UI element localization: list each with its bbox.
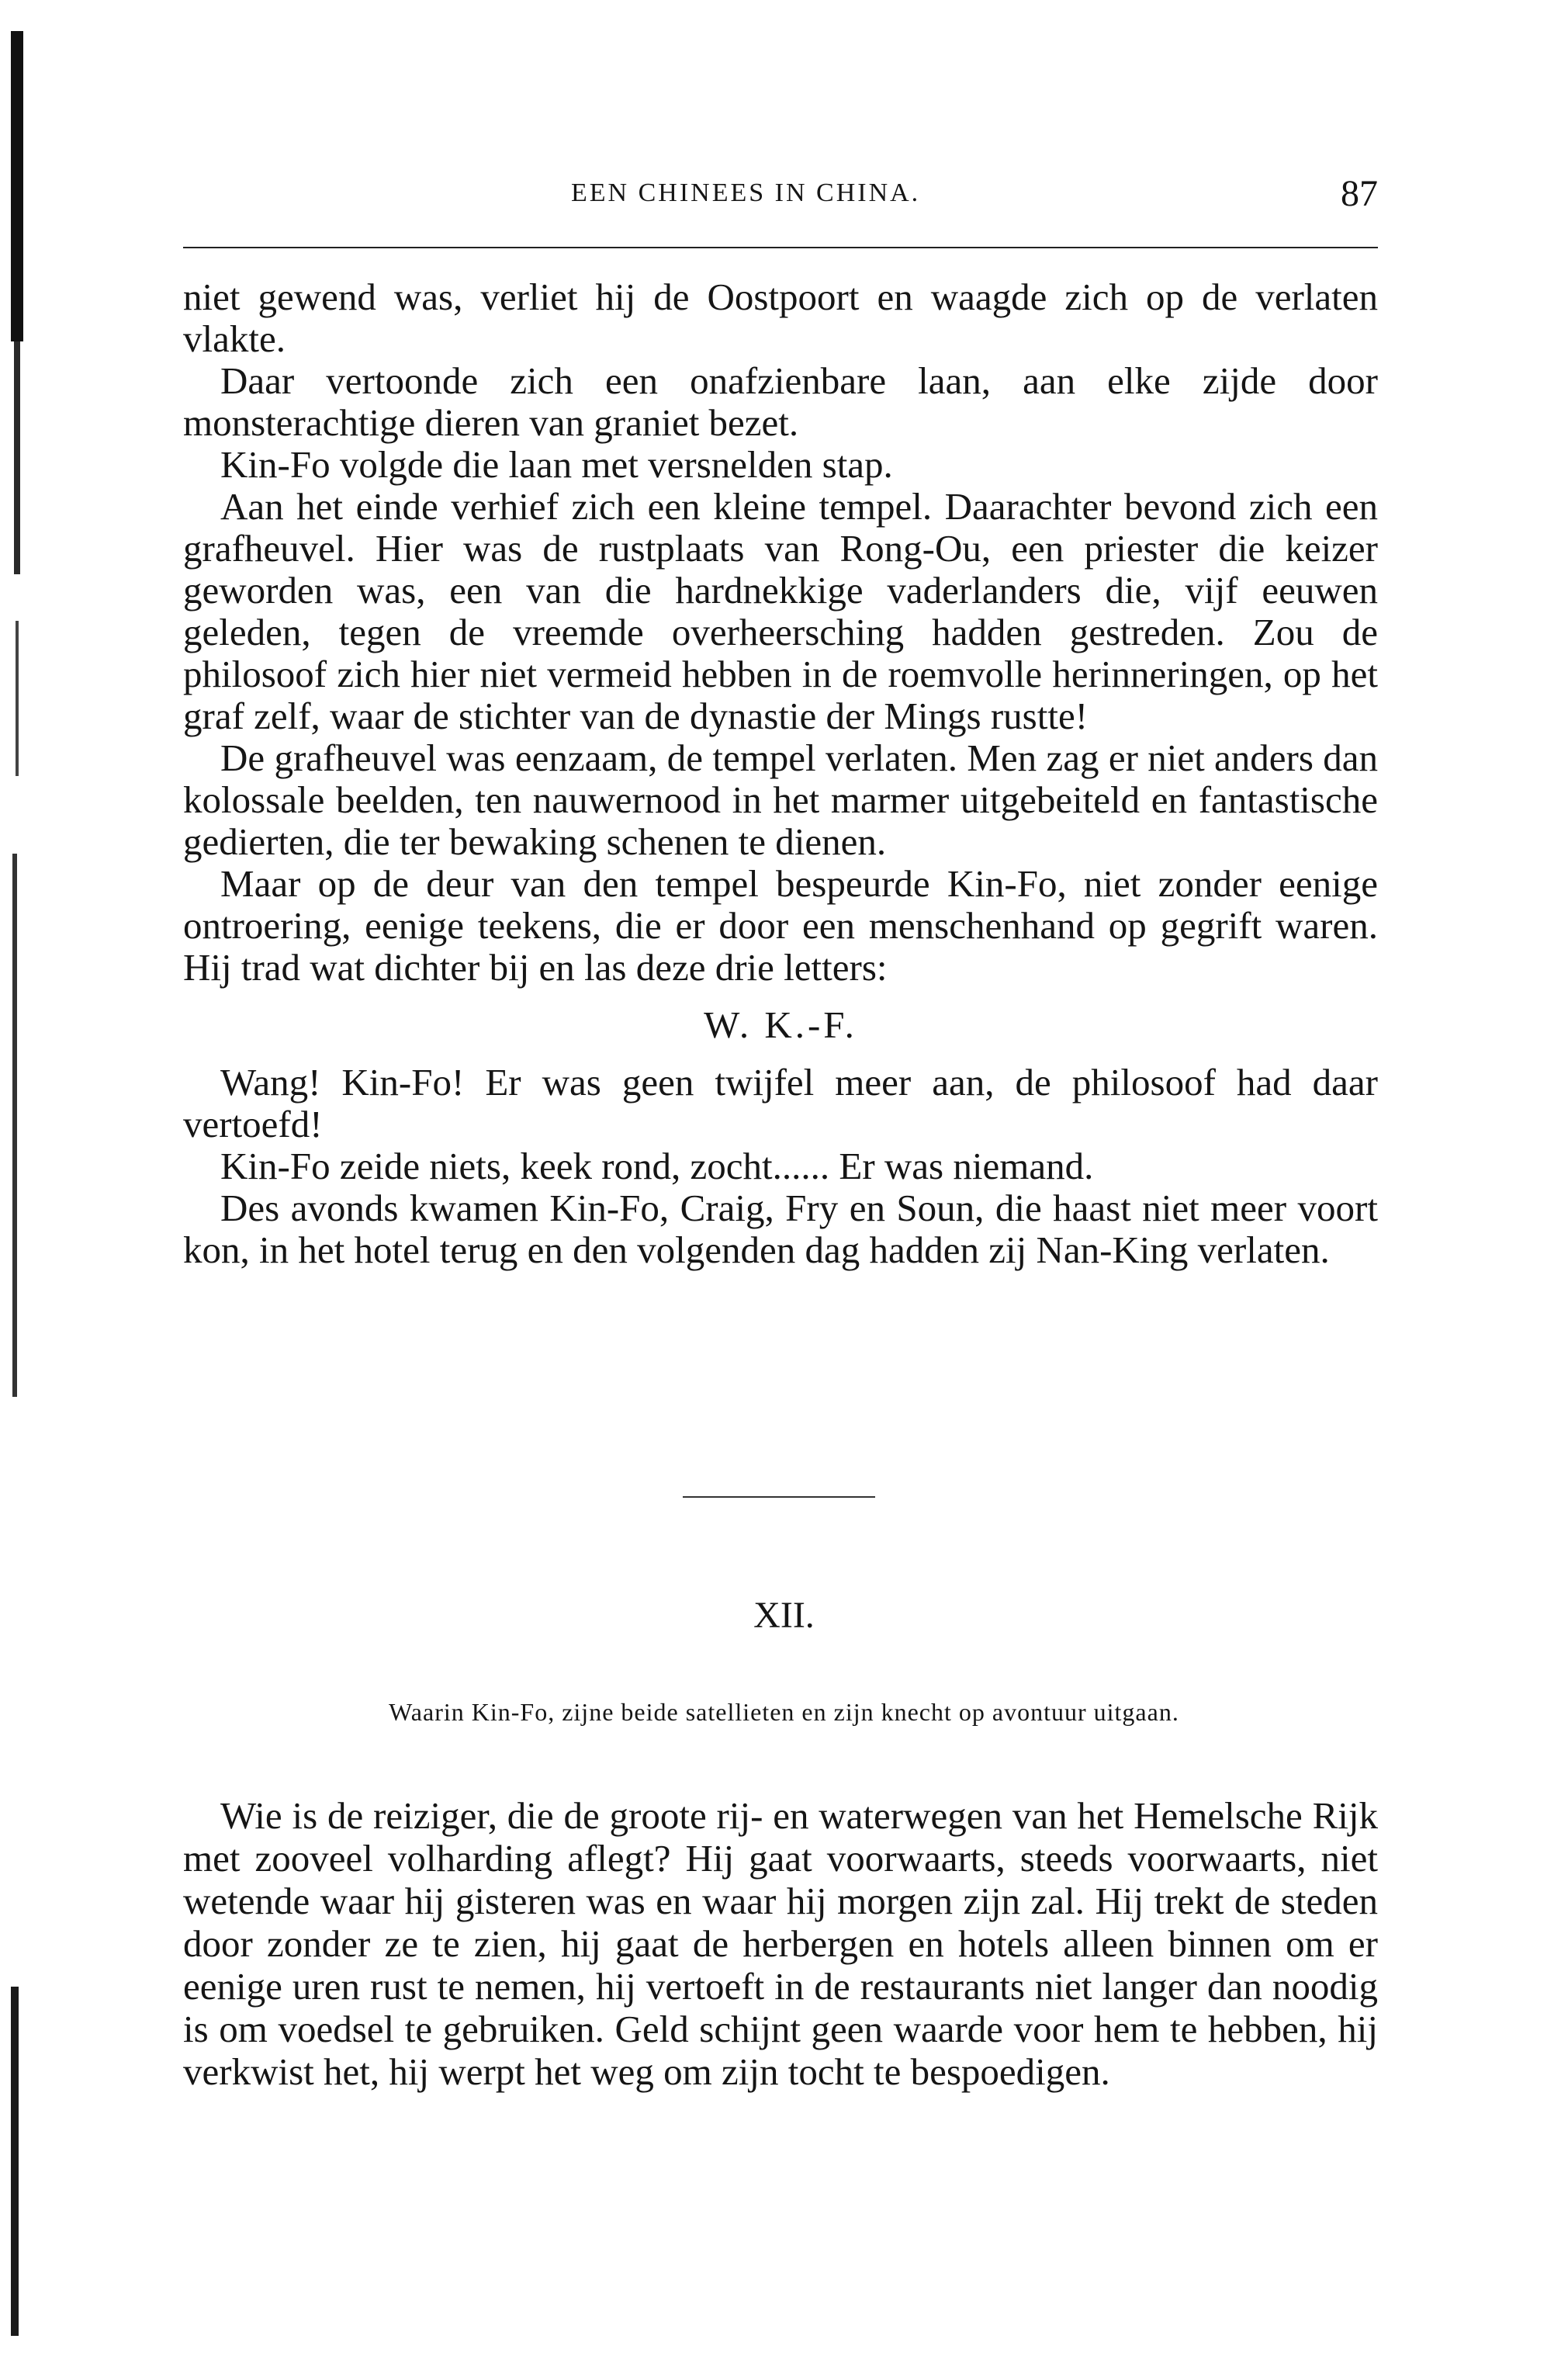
paragraph: De grafheuvel was eenzaam, de tempel verlaten. Men zag er niet anders dan kolossale beelden, ten nauwernood in het marmer uitgebeiteld en fantastische gedierten, die ter bewaking schenen te dienen. [183, 736, 1378, 863]
section-separator [683, 1496, 875, 1498]
paragraph: Wang! Kin-Fo! Er was geen twijfel meer aan, de philosoof had daar vertoefd! [183, 1061, 1378, 1145]
paragraph: Kin-Fo zeide niets, keek rond, zocht...... Er was niemand. [220, 1145, 1094, 1187]
paragraph: Wie is de reiziger, die de groote rij- en waterwegen van het Hemelsche Rijk met zooveel volharding aflegt? Hij gaat voorwaarts, steeds voorwaarts, niet wetende waar hij gisteren was en waar hij morgen zijn zal. Hij trekt de steden door zonder ze te zien, hij gaat de herbergen en hotels alleen binnen om er eenige uren rust te nemen, hij vertoeft in de restaurants niet langer dan noodig is om voedsel te gebruiken. Geld schijnt geen waarde voor hem te hebben, hij verkwist het, hij werpt het weg om zijn tocht te bespoedigen. [183, 1794, 1378, 2093]
paragraph: Daar vertoonde zich een onafzienbare laan, aan elke zijde door monsterachtige dieren van graniet bezet. [183, 359, 1378, 444]
section-text [183, 276, 1378, 1271]
paragraph: Maar op de deur van den tempel bespeurde Kin-Fo, niet zonder eenige ontroering, eenige teekens, die er door een menschenhand op gegrift waren. Hij trad wat dichter bij en las deze drie letters: [183, 862, 1378, 989]
chapter-subtitle: Waarin Kin-Fo, zijne beide satellieten en zijn knecht op avontuur uitgaan. [389, 1698, 1179, 1726]
paragraph: Kin-Fo volgde die laan met versnelden stap. [220, 443, 893, 486]
chapter-text [183, 1794, 1378, 2093]
chapter-number: XII. [753, 1595, 815, 1636]
paragraph: Des avonds kwamen Kin-Fo, Craig, Fry en Soun, die haast niet meer voort kon, in het hotel terug en den volgenden dag hadden zij Nan-King verlaten. [183, 1187, 1378, 1271]
binding-edge-shadow [11, 31, 23, 341]
page-number: 87 [1341, 173, 1378, 214]
header-rule [183, 247, 1378, 248]
binding-edge-shadow [14, 341, 20, 574]
binding-edge-shadow [12, 854, 17, 1397]
page-header [183, 172, 1378, 219]
binding-edge-shadow [11, 1987, 19, 2336]
paragraph: Aan het einde verhief zich een kleine tempel. Daarachter bevond zich een grafheuvel. Hier was de rustplaats van Rong-Ou, een priester die keizer geworden was, een van die hardnekkige vaderlanders die, vijf eeuwen geleden, tegen de vreemde overheersching hadden gestreden. Zou de philosoof zich hier niet vermeid hebben in de roemvolle herinneringen, op het graf zelf, waar de stichter van de dynastie der Mings rustte! [183, 485, 1378, 737]
binding-edge-shadow [16, 621, 19, 776]
paragraph: niet gewend was, verliet hij de Oostpoort en waagde zich op de verlaten vlakte. [183, 275, 1378, 360]
inscribed-initials: W. K.-F. [704, 1003, 857, 1046]
running-title: EEN CHINEES IN CHINA. [571, 178, 921, 207]
